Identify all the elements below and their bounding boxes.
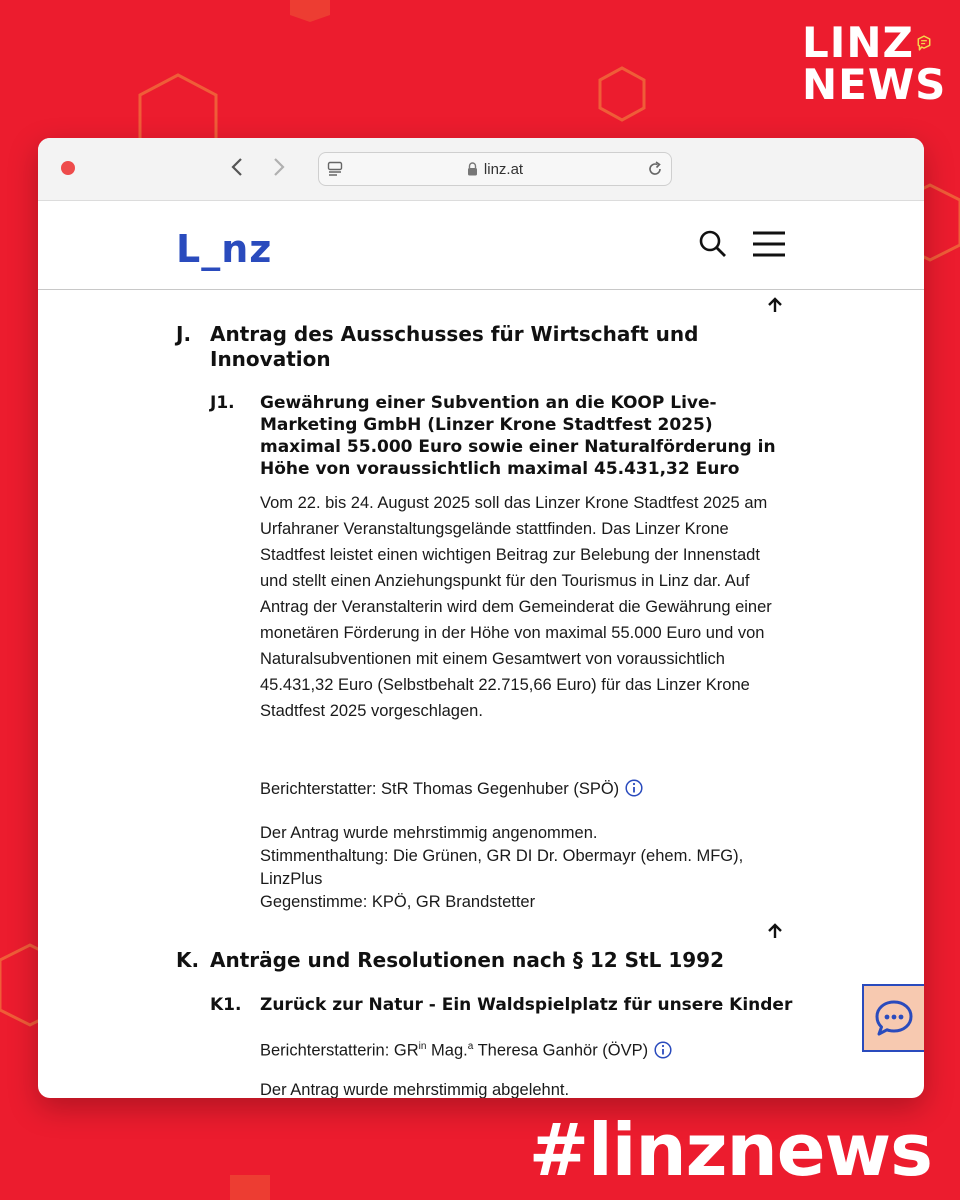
search-icon[interactable]: [698, 229, 728, 259]
chevron-right-icon: [272, 157, 286, 177]
reporter-sup: a: [467, 1041, 474, 1052]
item-description: Vom 22. bis 24. August 2025 soll das Linzer Krone Stadtfest 2025 am Urfahraner Veranstaltungsgelände stattfinden. Das Linzer Krone Stadtfest leistet einen wichtigen Beitrag zur Belebung der Innenstadt und stellt einen Anziehungspunkt für den Tourismus in Linz dar. Auf Antrag der Veranstalterin wird dem Gemeinderat die Gewährung einer monetären Förderung in der Höhe von maximal 55.000 Euro und von Naturalsubventionen mit einem Gesamtwert von voraussichtlich 45.431,32 Euro (Selbstbehalt 22.715,66 Euro) für das Linzer Krone Stadtfest 2025 vorgeschlagen.: [260, 494, 772, 720]
info-icon[interactable]: [654, 1041, 672, 1059]
info-icon[interactable]: [625, 779, 643, 797]
result-text: Der Antrag wurde mehrstimmig angenommen.: [260, 824, 598, 842]
browser-window: [38, 138, 924, 1098]
browser-toolbar: [38, 138, 924, 201]
hamburger-menu-icon[interactable]: [752, 229, 786, 259]
address-bar[interactable]: [318, 152, 672, 186]
linznews-logo: [802, 18, 947, 109]
section-heading: Antrag des Ausschusses für Wirtschaft und Innovation: [210, 322, 699, 371]
vote-result: Der Antrag wurde mehrstimmig abgelehnt.: [260, 1081, 570, 1098]
reader-view-icon[interactable]: [327, 161, 343, 177]
chat-bubble-icon: [873, 997, 915, 1039]
reporter-prefix: Berichterstatterin: GR: [260, 1041, 419, 1060]
section-letter: K.: [176, 948, 200, 972]
reporter-line: [260, 778, 800, 801]
reporter-line: [260, 1035, 800, 1063]
abstention-text: Stimmenthaltung: Die Grünen, GR DI Dr. Obermayr (ehem. MFG), LinzPlus: [260, 847, 744, 888]
reporter-sup: in: [418, 1041, 427, 1052]
section-title-j: [176, 322, 710, 372]
chat-bubble-icon: [916, 29, 932, 57]
reporter-text: Berichterstatter: StR Thomas Gegenhuber (SPÖ): [260, 780, 620, 798]
site-header: [38, 201, 924, 290]
linz-logo[interactable]: L_nz: [176, 227, 273, 271]
vote-result: [260, 822, 800, 914]
item-number: K1.: [210, 995, 242, 1015]
scroll-to-top-icon[interactable]: [766, 296, 784, 314]
item-heading: Gewährung einer Subvention an die KOOP Live-Marketing GmbH (Linzer Krone Stadtfest 2025) maximal 55.000 Euro sowie einer Naturalförderung in Höhe von voraussichtlich maximal 45.431,32 Euro: [260, 393, 776, 479]
lock-icon: [467, 162, 478, 176]
url-text: linz.at: [483, 160, 524, 178]
against-text: Gegenstimme: KPÖ, GR Brandstetter: [260, 893, 536, 911]
reporter-suffix: Theresa Ganhör (ÖVP): [473, 1041, 649, 1060]
chat-button[interactable]: [862, 984, 924, 1052]
back-button[interactable]: [224, 154, 250, 180]
section-title-k: [176, 948, 770, 973]
item-heading: Zurück zur Natur - Ein Waldspielplatz für unsere Kinder: [260, 995, 793, 1015]
forward-button[interactable]: [266, 154, 292, 180]
scroll-to-top-icon[interactable]: [766, 922, 784, 940]
section-letter: J.: [176, 322, 192, 346]
brand-line-1: LINZ: [802, 18, 914, 67]
brand-line-2: NEWS: [802, 60, 947, 109]
reporter-mid: Mag.: [426, 1041, 468, 1060]
reload-icon[interactable]: [645, 159, 665, 179]
close-window-button[interactable]: [61, 161, 75, 175]
section-heading: Anträge und Resolutionen nach § 12 StL 1992: [210, 948, 724, 972]
hashtag-linznews: #linznews: [528, 1108, 932, 1192]
chevron-left-icon: [230, 157, 244, 177]
item-number: J1.: [210, 393, 235, 413]
